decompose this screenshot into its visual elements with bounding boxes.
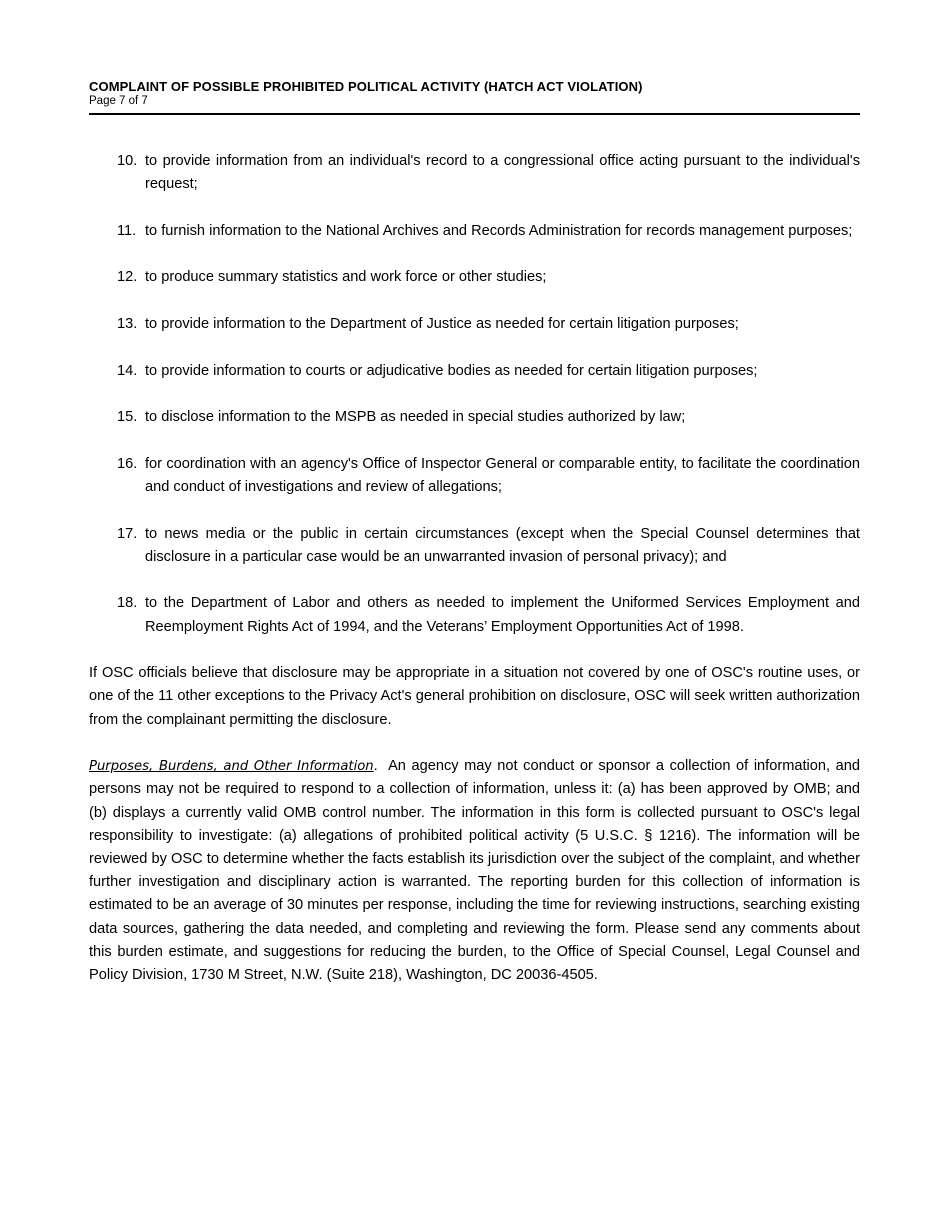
list-item-number: 13.	[117, 315, 138, 332]
list-item-number: 16.	[117, 455, 138, 472]
list-item-number: 12.	[117, 269, 138, 286]
list-item	[89, 523, 860, 569]
list-item	[89, 360, 860, 383]
list-item-number: 15.	[117, 409, 138, 426]
list-item-text: to produce summary statistics and work force or other studies;	[145, 269, 547, 286]
list-item-text: to news media or the public in certain circumstances (except when the Special Counsel determines that disclosure in a particular case would be an unwarranted invasion of personal privacy); and	[145, 525, 860, 565]
list-item	[89, 406, 860, 429]
list-item-number: 11.	[117, 222, 137, 239]
list-item-text: to furnish information to the National Archives and Records Administration for records management purposes;	[145, 222, 853, 239]
page-number: Page 7 of 7	[89, 95, 148, 107]
list-item-text: to provide information to the Department of Justice as needed for certain litigation purposes;	[145, 315, 739, 332]
list-item-text: to the Department of Labor and others as needed to implement the Uniformed Services Employment and Reemployment Rights Act of 1994, and the Veterans’ Employment Opportunities Act of 1998.	[145, 595, 860, 635]
purposes-heading-suffix: .	[373, 758, 389, 775]
list-item-text: to provide information from an individual's record to a congressional office acting pursuant to the individual's request;	[145, 153, 860, 193]
form-title: COMPLAINT OF POSSIBLE PROHIBITED POLITICAL ACTIVITY (HATCH ACT VIOLATION)	[89, 79, 643, 94]
list-item-text: to provide information to courts or adjudicative bodies as needed for certain litigation purposes;	[145, 362, 758, 379]
list-item	[89, 592, 860, 638]
document-body	[89, 150, 860, 1011]
list-item	[89, 266, 860, 289]
routine-uses-list	[89, 150, 860, 639]
purposes-text: An agency may not conduct or sponsor a collection of information, and persons may not be required to respond to a collection of information, unless it: (a) has been approved by OMB; and (b) displays a currently valid OMB control number. The information in this form is collected pursuant to OSC's legal responsibility to investigate: (a) allegations of prohibited political activity (5 U.S.C. § 1216). The information will be reviewed by OSC to determine whether the facts establish its jurisdiction over the subject of the complaint, and whether further investigation and disciplinary action is warranted. The reporting burden for this collection of information is estimated to be an average of 30 minutes per response, including the time for reviewing instructions, searching existing data sources, gathering the data needed, and completing and reviewing the form. Please send any comments about this burden estimate, and suggestions for reducing the burden, to the Office of Special Counsel, Legal Counsel and Policy Division, 1730 M Street, N.W. (Suite 218), Washington, DC 20036-4505.	[89, 758, 860, 983]
list-item-text: to disclose information to the MSPB as needed in special studies authorized by law;	[145, 409, 686, 426]
list-item	[89, 453, 860, 499]
disclosure-paragraph: If OSC officials believe that disclosure may be appropriate in a situation not covered by one of OSC's routine uses, or one of the 11 other exceptions to the Privacy Act's general prohibition on disclosure, OSC will seek written authorization from the complainant permitting the disclosure.	[89, 665, 860, 728]
list-item-number: 17.	[117, 525, 138, 542]
page-header	[89, 78, 860, 115]
list-item-number: 18.	[117, 595, 138, 612]
purposes-paragraph	[89, 755, 860, 987]
purposes-heading: Purposes, Burdens, and Other Information	[89, 759, 374, 775]
list-item	[89, 150, 860, 196]
list-item	[89, 220, 860, 243]
list-item-number: 14.	[117, 362, 138, 379]
list-item	[89, 313, 860, 336]
list-item-text: for coordination with an agency's Office of Inspector General or comparable entity, to facilitate the coordination and conduct of investigations and review of allegations;	[145, 455, 860, 495]
list-item-number: 10.	[117, 153, 138, 169]
